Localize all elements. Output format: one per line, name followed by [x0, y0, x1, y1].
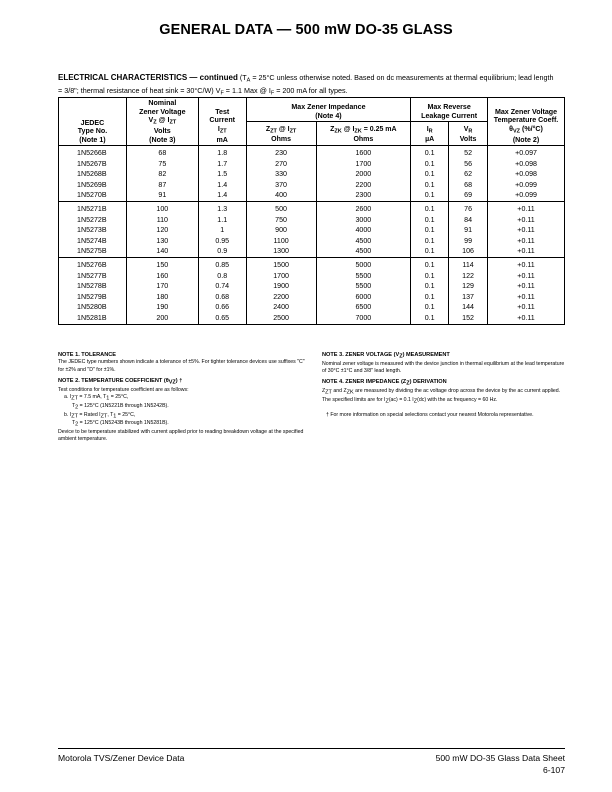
table-cell: +0.11 [488, 236, 565, 247]
table-cell: 1 [198, 225, 246, 236]
table-cell: 1700 [316, 159, 411, 170]
table-cell: 4500 [316, 246, 411, 257]
ec-heading: ELECTRICAL CHARACTERISTICS — continued [58, 73, 238, 82]
table-cell: 1N5267B [59, 159, 127, 170]
table-row [59, 201, 565, 214]
table-row [59, 236, 565, 247]
table-cell: 4000 [316, 225, 411, 236]
table-cell: 1N5280B [59, 302, 127, 313]
table-cell: 150 [126, 257, 198, 270]
table-cell: +0.11 [488, 302, 565, 313]
table-cell: 120 [126, 225, 198, 236]
table-cell: 160 [126, 271, 198, 282]
table-cell: 170 [126, 281, 198, 292]
table-cell: +0.11 [488, 225, 565, 236]
table-row [59, 169, 565, 180]
table-cell: 0.1 [411, 169, 449, 180]
table-cell: 100 [126, 201, 198, 214]
table-cell: 140 [126, 246, 198, 257]
note1-title: NOTE 1. TOLERANCE [58, 352, 117, 358]
note3-text: Nominal zener voltage is measured with the device junction in thermal equilibrium at the lead temperature of 30°C ±1°C and 3/8" lead length. [322, 360, 565, 375]
table-cell: 3000 [316, 215, 411, 226]
table-row [59, 257, 565, 270]
table-cell: 370 [246, 180, 316, 191]
table-cell: 91 [126, 190, 198, 201]
table-cell: 0.1 [411, 246, 449, 257]
footer-left-text: Motorola TVS/Zener Device Data [58, 753, 185, 763]
table-cell: 137 [449, 292, 488, 303]
table-cell: +0.11 [488, 201, 565, 214]
table-cell: 0.9 [198, 246, 246, 257]
table-cell: 0.1 [411, 146, 449, 159]
table-cell: 1.1 [198, 215, 246, 226]
table-cell: +0.11 [488, 292, 565, 303]
electrical-characteristics-header: ELECTRICAL CHARACTERISTICS — continued ($T_A = 25^\circ C$ unless otherwise noted. Based on dc measurements at thermal equilibrium; lead length = 3/8"; thermal resistance of heat sink = 30°C/W) $V_F = 1.1$ Max @ $I_F = 200$ mA for all types. [58, 73, 554, 96]
col-header-nominal-voltage: Nominal Zener Voltage $V_Z$ @ $I_{ZT}$ Volts (Note 3) [126, 98, 198, 146]
table-cell: 200 [126, 313, 198, 324]
table-cell: 1N5270B [59, 190, 127, 201]
table-row [59, 159, 565, 170]
table-cell: 1.7 [198, 159, 246, 170]
table-cell: 1300 [246, 246, 316, 257]
col-header-max-zener-impedance: Max Zener Impedance (Note 4) [246, 98, 411, 122]
table-cell: 91 [449, 225, 488, 236]
table-cell: 1700 [246, 271, 316, 282]
table-cell: 0.1 [411, 225, 449, 236]
table-cell: +0.11 [488, 257, 565, 270]
table-cell: 99 [449, 236, 488, 247]
table-row [59, 313, 565, 324]
table-cell: 0.1 [411, 180, 449, 191]
notes-left-column [58, 352, 306, 444]
table-cell: +0.098 [488, 159, 565, 170]
table-cell: 2000 [316, 169, 411, 180]
table-cell: 68 [126, 146, 198, 159]
notes-right-column [322, 352, 566, 419]
table-cell: 69 [449, 190, 488, 201]
col-header-temp-coeff: Max Zener Voltage Temperature Coeff. $\theta_{VZ}$ (%/°C) (Note 2) [488, 98, 565, 146]
table-cell: 1N5271B [59, 201, 127, 214]
table-cell: 1.5 [198, 169, 246, 180]
table-cell: 110 [126, 215, 198, 226]
table-cell: 7000 [316, 313, 411, 324]
note2-condition-b1: b. IZT = Rated IZT, T1 = 25°C, [64, 411, 136, 420]
table-cell: 1N5276B [59, 257, 127, 270]
col-header-max-reverse-leakage: Max Reverse Leakage Current [411, 98, 488, 122]
table-cell: +0.11 [488, 313, 565, 324]
table-cell: 1N5279B [59, 292, 127, 303]
table-cell: 400 [246, 190, 316, 201]
page-number: 6-107 [543, 765, 565, 775]
table-cell: 0.1 [411, 292, 449, 303]
table-cell: 230 [246, 146, 316, 159]
table-cell: 330 [246, 169, 316, 180]
table-cell: 1900 [246, 281, 316, 292]
table-cell: +0.11 [488, 271, 565, 282]
table-cell: 87 [126, 180, 198, 191]
table-cell: 1.4 [198, 190, 246, 201]
table-row [59, 225, 565, 236]
note2-condition-a2: T2 = 125°C (1N5221B through 1N5242B). [72, 402, 169, 411]
table-cell: 68 [449, 180, 488, 191]
table-cell: 0.1 [411, 190, 449, 201]
table-cell: 1N5277B [59, 271, 127, 282]
dagger-note: † For more information on special selections contact your nearest Motorola representative. [326, 411, 534, 418]
note1-text: The JEDEC type numbers shown indicate a tolerance of ±5%. For tighter tolerance devices use suffixes "C" for ±2% and "D" for ±1%. [58, 359, 305, 373]
col-header-test-current: Test Current $I_{ZT}$ mA [198, 98, 246, 146]
table-cell: 0.68 [198, 292, 246, 303]
table-cell: 1N5266B [59, 146, 127, 159]
table-cell: 0.74 [198, 281, 246, 292]
table-cell: +0.097 [488, 146, 565, 159]
table-cell: 0.65 [198, 313, 246, 324]
table-cell: 0.66 [198, 302, 246, 313]
table-cell: 1.3 [198, 201, 246, 214]
col-header-zzt: $Z_{ZT}$ @ $I_{ZT}$ Ohms [246, 122, 316, 146]
table-cell: 144 [449, 302, 488, 313]
table-cell: 0.1 [411, 271, 449, 282]
note2-condition-a1: a. IZT = 7.5 mA, T1 = 25°C, [64, 393, 129, 402]
table-cell: +0.098 [488, 169, 565, 180]
table-cell: 900 [246, 225, 316, 236]
table-cell: 0.1 [411, 201, 449, 214]
table-cell: 6500 [316, 302, 411, 313]
table-cell: 750 [246, 215, 316, 226]
table-cell: 0.85 [198, 257, 246, 270]
table-cell: 500 [246, 201, 316, 214]
table-cell: 190 [126, 302, 198, 313]
table-cell: 2300 [316, 190, 411, 201]
note4-title: NOTE 4. ZENER IMPEDANCE (ZZ) DERIVATION [322, 379, 447, 387]
table-cell: 0.1 [411, 257, 449, 270]
table-cell: 0.8 [198, 271, 246, 282]
footer-divider [58, 748, 565, 749]
table-cell: +0.11 [488, 215, 565, 226]
table-row [59, 190, 565, 201]
table-cell: 129 [449, 281, 488, 292]
col-header-zzk: $Z_{ZK}$ @ $I_{ZK} = 0.25$ mA Ohms [316, 122, 411, 146]
table-cell: 2600 [316, 201, 411, 214]
table-cell: 0.1 [411, 313, 449, 324]
note2-title: NOTE 2. TEMPERATURE COEFFICIENT (θVZ) † [58, 377, 183, 386]
table-cell: 1N5272B [59, 215, 127, 226]
table-cell: 5500 [316, 271, 411, 282]
table-cell: 152 [449, 313, 488, 324]
table-cell: 1.4 [198, 180, 246, 191]
note2-footer: Device to be temperature stabilized with current applied prior to reading breakdown voltage at the specified ambient temperature. [58, 429, 304, 443]
table-row [59, 215, 565, 226]
table-cell: 114 [449, 257, 488, 270]
table-cell: 270 [246, 159, 316, 170]
note2-condition-b2: T2 = 125°C (1N5243B through 1N5281B). [72, 420, 169, 428]
table-cell: 52 [449, 146, 488, 159]
page-title: GENERAL DATA — 500 mW DO-35 GLASS [159, 22, 453, 38]
table-row [59, 271, 565, 282]
table-row [59, 302, 565, 313]
table-cell: 75 [126, 159, 198, 170]
table-cell: 1N5278B [59, 281, 127, 292]
note3-title: NOTE 3. ZENER VOLTAGE (VZ) MEASUREMENT [322, 352, 450, 360]
table-body [59, 146, 565, 325]
table-cell: 1N5274B [59, 236, 127, 247]
table-cell: 56 [449, 159, 488, 170]
table-cell: +0.11 [488, 281, 565, 292]
note2-intro: Test conditions for temperature coefficient are as follows: [58, 386, 189, 393]
table-cell: 62 [449, 169, 488, 180]
table-cell: 180 [126, 292, 198, 303]
table-cell: 84 [449, 215, 488, 226]
table-cell: 82 [126, 169, 198, 180]
table-cell: 122 [449, 271, 488, 282]
table-cell: 1600 [316, 146, 411, 159]
table-cell: +0.099 [488, 180, 565, 191]
table-row [59, 281, 565, 292]
table-cell: 1N5281B [59, 313, 127, 324]
table-cell: +0.099 [488, 190, 565, 201]
note4-text: ZZT and ZZK are measured by dividing the ac voltage drop across the device by the ac current applied. The specified limits are for IZ(ac) = 0.1 IZ(dc) with the ac frequency = 60 Hz. [322, 388, 561, 405]
table-cell: 106 [449, 246, 488, 257]
zener-characteristics-table [58, 97, 565, 325]
table-cell: 0.95 [198, 236, 246, 247]
table-cell: 1100 [246, 236, 316, 247]
table-cell: 0.1 [411, 302, 449, 313]
table-row [59, 292, 565, 303]
table-cell: 4500 [316, 236, 411, 247]
table-cell: 0.1 [411, 215, 449, 226]
table-cell: 6000 [316, 292, 411, 303]
table-cell: 0.1 [411, 281, 449, 292]
table-cell: 1.8 [198, 146, 246, 159]
table-cell: 1N5269B [59, 180, 127, 191]
footer-right-text: 500 mW DO-35 Glass Data Sheet [435, 753, 565, 763]
table-cell: 2200 [246, 292, 316, 303]
table-cell: 1500 [246, 257, 316, 270]
table-cell: 2200 [316, 180, 411, 191]
table-cell: 1N5268B [59, 169, 127, 180]
table-cell: 1N5273B [59, 225, 127, 236]
table-cell: 5500 [316, 281, 411, 292]
table-cell: 2500 [246, 313, 316, 324]
table-cell: 0.1 [411, 159, 449, 170]
table-row [59, 246, 565, 257]
table-row [59, 146, 565, 159]
table-cell: 130 [126, 236, 198, 247]
col-header-vr: $V_R$ Volts [449, 122, 488, 146]
table-cell: 5000 [316, 257, 411, 270]
table-row [59, 180, 565, 191]
col-header-ir: $I_R$ µA [411, 122, 449, 146]
table-cell: +0.11 [488, 246, 565, 257]
table-cell: 2400 [246, 302, 316, 313]
table-cell: 76 [449, 201, 488, 214]
table-cell: 1N5275B [59, 246, 127, 257]
table-cell: 0.1 [411, 236, 449, 247]
col-header-jedec: JEDEC Type No. (Note 1) [59, 98, 127, 146]
